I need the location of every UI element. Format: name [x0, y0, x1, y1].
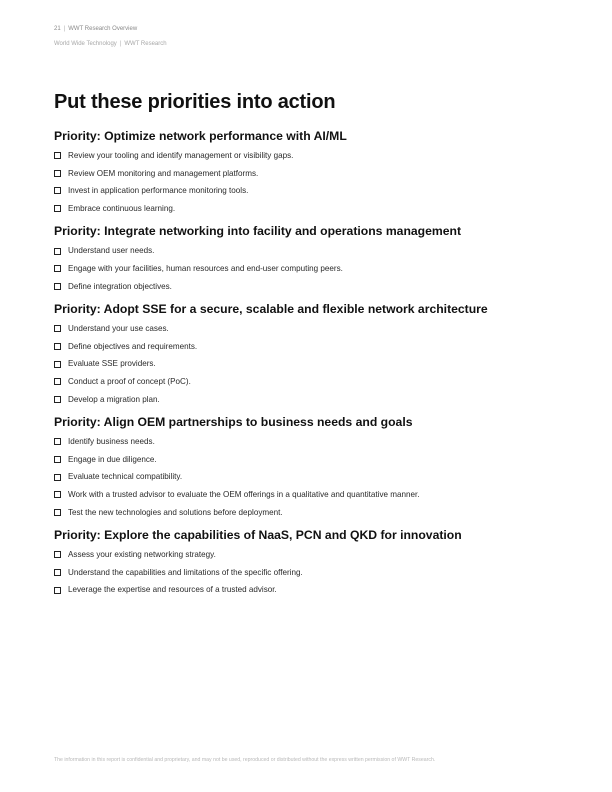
checkbox-icon[interactable] [54, 396, 61, 403]
checklist-item-text: Engage in due diligence. [68, 454, 157, 464]
checkbox-icon[interactable] [54, 456, 61, 463]
checkbox-icon[interactable] [54, 509, 61, 516]
checklist-item [54, 278, 574, 296]
checkbox-icon[interactable] [54, 438, 61, 445]
company-name: World Wide Technology [54, 41, 117, 47]
page-title: Put these priorities into action [54, 91, 336, 113]
checklist-item-text: Embrace continuous learning. [68, 203, 176, 213]
priority-label: Priority: [54, 528, 101, 543]
checkbox-icon[interactable] [54, 491, 61, 498]
priority-section [54, 414, 574, 521]
checkbox-icon[interactable] [54, 205, 61, 212]
checklist-item-text: Test the new technologies and solutions before deployment. [68, 507, 283, 517]
checklist-item-text: Develop a migration plan. [68, 394, 160, 404]
checklist-item [54, 147, 574, 165]
checklist-item-text: Work with a trusted advisor to evaluate the OEM offerings in a qualitative and quantitative manner. [68, 489, 420, 499]
checklist-item-text: Understand your use cases. [68, 324, 169, 334]
checkbox-icon[interactable] [54, 378, 61, 385]
checklist-item-text: Review OEM monitoring and management platforms. [68, 168, 259, 178]
checklist-item [54, 504, 574, 522]
checklist-item-text: Evaluate SSE providers. [68, 359, 156, 369]
checklist-item [54, 242, 574, 260]
checkbox-icon[interactable] [54, 170, 61, 177]
priority-section [54, 301, 574, 408]
priority-label: Priority: [54, 415, 101, 430]
checkbox-icon[interactable] [54, 152, 61, 159]
checklist-item-text: Leverage the expertise and resources of a trusted advisor. [68, 585, 277, 595]
checklist-item [54, 433, 574, 451]
checklist-item [54, 320, 574, 338]
priority-section [54, 527, 574, 599]
priority-heading [54, 414, 574, 431]
checklist-item-text: Identify business needs. [68, 437, 155, 447]
checklist [54, 433, 574, 521]
checklist-item-text: Define objectives and requirements. [68, 341, 198, 351]
header-row-bottom [54, 40, 167, 49]
priorities-container [54, 128, 574, 599]
priority-label: Priority: [54, 302, 101, 317]
checklist-item-text: Review your tooling and identify management or visibility gaps. [68, 151, 294, 160]
checkbox-icon[interactable] [54, 551, 61, 558]
priority-heading [54, 301, 574, 318]
priority-text: Optimize network performance with AI/ML [104, 129, 347, 143]
page-header [54, 25, 167, 49]
checkbox-icon[interactable] [54, 265, 61, 272]
checklist [54, 320, 574, 408]
checkbox-icon[interactable] [54, 325, 61, 332]
checklist-item-text: Engage with your facilities, human resources and end-user computing peers. [68, 263, 343, 273]
checkbox-icon[interactable] [54, 474, 61, 481]
priority-section [54, 128, 574, 217]
checklist [54, 147, 574, 217]
checkbox-icon[interactable] [54, 283, 61, 290]
checklist-item [54, 165, 574, 183]
priority-section [54, 223, 574, 295]
priority-text: Integrate networking into facility and operations management [104, 224, 462, 239]
checklist-item [54, 468, 574, 486]
checklist-item-text: Invest in application performance monitoring tools. [68, 186, 249, 196]
checklist-item [54, 486, 574, 504]
checklist-item [54, 182, 574, 200]
brand-name: WWT Research [124, 41, 167, 47]
checklist-item [54, 373, 574, 391]
checkbox-icon[interactable] [54, 187, 61, 194]
report-name: WWT Research Overview [68, 26, 138, 32]
priority-heading [54, 527, 574, 544]
checklist-item [54, 260, 574, 278]
checklist-item [54, 564, 574, 582]
checkbox-icon[interactable] [54, 587, 61, 594]
checklist-item [54, 546, 574, 564]
header-row-top [54, 25, 167, 34]
header-separator: | [63, 26, 66, 32]
checkbox-icon[interactable] [54, 248, 61, 255]
checklist-item-text: Evaluate technical compatibility. [68, 472, 183, 482]
checkbox-icon[interactable] [54, 569, 61, 576]
priority-heading [54, 128, 574, 145]
checklist [54, 546, 574, 599]
checkbox-icon[interactable] [54, 343, 61, 350]
priority-heading [54, 223, 574, 240]
checklist-item [54, 451, 574, 469]
checkbox-icon[interactable] [54, 361, 61, 368]
priority-label: Priority: [54, 129, 101, 143]
priority-text: Adopt SSE for a secure, scalable and flexible network architecture [103, 302, 488, 317]
confidentiality-footer: The information in this report is confidential and proprietary, and may not be used, reproduced or distributed without the express written permission of WWT Research. [54, 757, 436, 763]
checklist-item-text: Assess your existing networking strategy. [68, 550, 216, 560]
checklist-item [54, 338, 574, 356]
checklist [54, 242, 574, 295]
checklist-item [54, 200, 574, 218]
header-separator: | [119, 41, 122, 47]
checklist-item-text: Define integration objectives. [68, 281, 172, 291]
priority-text: Align OEM partnerships to business needs and goals [103, 415, 413, 430]
checklist-item [54, 391, 574, 409]
main-content [54, 90, 574, 605]
checklist-item-text: Conduct a proof of concept (PoC). [68, 376, 191, 386]
checklist-item-text: Understand the capabilities and limitations of the specific offering. [68, 567, 303, 577]
checklist-item-text: Understand user needs. [68, 246, 155, 256]
checklist-item [54, 355, 574, 373]
priority-text: Explore the capabilities of NaaS, PCN and QKD for innovation [104, 528, 462, 543]
page-number: 21 [54, 26, 61, 32]
priority-label: Priority: [54, 224, 101, 239]
checklist-item [54, 581, 574, 599]
